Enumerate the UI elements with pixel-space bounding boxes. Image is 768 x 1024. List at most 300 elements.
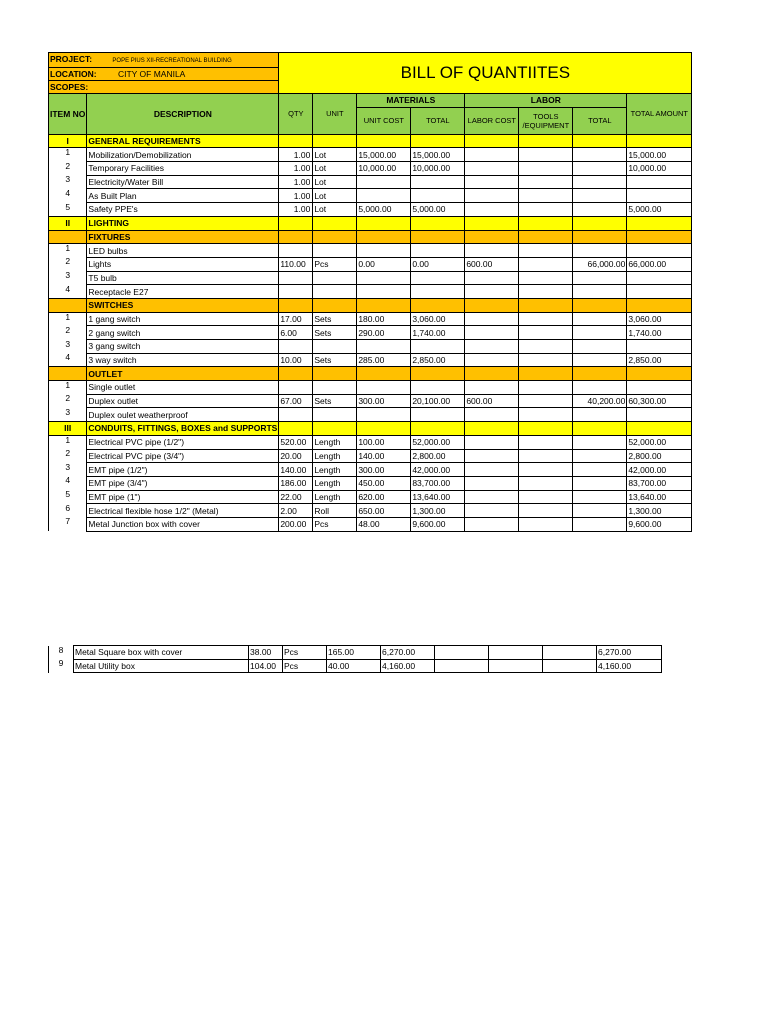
item-labor-total [573, 285, 627, 299]
section-number [49, 367, 87, 381]
table-row [49, 244, 692, 258]
item-unit-cost: 100.00 [357, 435, 411, 449]
item-material-total: 0.00 [411, 257, 465, 271]
item-unit: Lot [313, 189, 357, 203]
section-fill-cell [313, 134, 357, 148]
item-labor-cost: 600.00 [465, 394, 519, 408]
header-unit-cost: UNIT COST [357, 107, 411, 134]
item-total-amount: 13,640.00 [627, 490, 692, 504]
item-unit-cost: 5,000.00 [357, 203, 411, 217]
section-fill-cell [357, 367, 411, 381]
item-tools-equipment [519, 203, 573, 217]
item-description: Electrical PVC pipe (1/2") [87, 435, 279, 449]
item-qty: 1.00 [279, 203, 313, 217]
item-unit-cost: 650.00 [357, 504, 411, 518]
item-qty [279, 408, 313, 422]
item-unit [313, 381, 357, 395]
section-fill-cell [313, 216, 357, 230]
item-labor-cost [465, 162, 519, 176]
location-label: LOCATION: [50, 69, 97, 79]
section-label: GENERAL REQUIREMENTS [87, 134, 279, 148]
item-total-amount: 52,000.00 [627, 435, 692, 449]
item-total-amount: 2,800.00 [627, 449, 692, 463]
item-tools-equipment [519, 340, 573, 354]
item-labor-total [573, 408, 627, 422]
item-tools-equipment [519, 271, 573, 285]
section-label: FIXTURES [87, 230, 279, 244]
item-number: 5 [49, 203, 87, 217]
item-qty: 67.00 [279, 394, 313, 408]
item-number: 3 [49, 408, 87, 422]
table-row [49, 517, 692, 531]
item-tools-equipment [519, 285, 573, 299]
table-row [49, 659, 662, 673]
item-description: 2 gang switch [87, 326, 279, 340]
section-fill-cell [573, 422, 627, 436]
section-fill-cell [627, 367, 692, 381]
header-labor-cost: LABOR COST [465, 107, 519, 134]
section-fill-cell [573, 230, 627, 244]
item-total-amount: 83,700.00 [627, 476, 692, 490]
section-fill-cell [357, 216, 411, 230]
item-labor-cost [435, 659, 489, 673]
item-unit: Sets [313, 326, 357, 340]
section-number: III [49, 422, 87, 436]
item-description: As Built Plan [87, 189, 279, 203]
section-fill-cell [279, 298, 313, 312]
section-row [49, 134, 692, 148]
table-row [49, 340, 692, 354]
item-unit: Length [313, 476, 357, 490]
item-description: EMT pipe (1") [87, 490, 279, 504]
item-qty: 6.00 [279, 326, 313, 340]
item-tools-equipment [489, 659, 543, 673]
item-number: 4 [49, 189, 87, 203]
table-row [49, 394, 692, 408]
item-number: 1 [49, 244, 87, 258]
item-description: 3 gang switch [87, 340, 279, 354]
section-fill-cell [465, 367, 519, 381]
item-labor-total [573, 312, 627, 326]
section-fill-cell [465, 230, 519, 244]
header-unit: UNIT [313, 94, 357, 135]
item-unit-cost: 620.00 [357, 490, 411, 504]
item-tools-equipment [519, 312, 573, 326]
item-material-total [411, 340, 465, 354]
item-total-amount [627, 340, 692, 354]
section-fill-cell [519, 216, 573, 230]
item-unit-cost [357, 408, 411, 422]
item-qty [279, 381, 313, 395]
item-number: 1 [49, 381, 87, 395]
item-unit: Length [313, 490, 357, 504]
item-qty: 2.00 [279, 504, 313, 518]
section-fill-cell [519, 422, 573, 436]
item-unit-cost: 0.00 [357, 257, 411, 271]
section-fill-cell [313, 367, 357, 381]
item-labor-cost [465, 517, 519, 531]
item-labor-cost [465, 476, 519, 490]
item-tools-equipment [519, 504, 573, 518]
item-number: 7 [49, 517, 87, 531]
table-row [49, 285, 692, 299]
item-labor-total [573, 490, 627, 504]
section-row [49, 298, 692, 312]
boq-sheet-continued [48, 645, 662, 673]
item-unit: Lot [313, 203, 357, 217]
section-fill-cell [465, 134, 519, 148]
boq-sheet [48, 52, 692, 532]
item-qty: 140.00 [279, 463, 313, 477]
table-row [49, 463, 692, 477]
item-labor-total [573, 381, 627, 395]
item-total-amount [627, 244, 692, 258]
table-row [49, 646, 662, 660]
item-qty [279, 271, 313, 285]
item-description: Single outlet [87, 381, 279, 395]
section-fill-cell [627, 298, 692, 312]
item-material-total [411, 244, 465, 258]
item-labor-total [573, 271, 627, 285]
item-material-total: 1,300.00 [411, 504, 465, 518]
table-row [49, 148, 692, 162]
item-labor-total [573, 435, 627, 449]
item-material-total: 10,000.00 [411, 162, 465, 176]
item-unit-cost: 10,000.00 [357, 162, 411, 176]
section-fill-cell [411, 422, 465, 436]
item-description: Duplex outlet [87, 394, 279, 408]
section-fill-cell [357, 422, 411, 436]
item-total-amount: 9,600.00 [627, 517, 692, 531]
section-row [49, 216, 692, 230]
item-number: 2 [49, 326, 87, 340]
item-labor-cost [465, 449, 519, 463]
item-labor-total [573, 189, 627, 203]
item-description: Mobilization/Demobilization [87, 148, 279, 162]
project-row [49, 53, 279, 68]
item-number: 8 [49, 646, 74, 660]
item-description: 1 gang switch [87, 312, 279, 326]
table-row [49, 476, 692, 490]
item-tools-equipment [519, 257, 573, 271]
item-unit-cost: 48.00 [357, 517, 411, 531]
item-tools-equipment [519, 449, 573, 463]
item-tools-equipment [519, 490, 573, 504]
section-fill-cell [519, 134, 573, 148]
item-number: 1 [49, 148, 87, 162]
item-qty [279, 285, 313, 299]
table-row [49, 271, 692, 285]
section-fill-cell [279, 422, 313, 436]
section-fill-cell [519, 230, 573, 244]
item-number: 4 [49, 285, 87, 299]
item-description: Duplex oulet weatherproof [87, 408, 279, 422]
item-tools-equipment [519, 244, 573, 258]
item-labor-total [573, 244, 627, 258]
item-labor-cost [465, 504, 519, 518]
item-material-total: 2,800.00 [411, 449, 465, 463]
item-unit: Sets [313, 353, 357, 367]
item-labor-cost: 600.00 [465, 257, 519, 271]
item-tools-equipment [519, 189, 573, 203]
item-material-total [411, 381, 465, 395]
section-fill-cell [279, 216, 313, 230]
item-qty: 200.00 [279, 517, 313, 531]
item-number: 3 [49, 463, 87, 477]
item-material-total: 15,000.00 [411, 148, 465, 162]
item-total-amount: 4,160.00 [597, 659, 662, 673]
item-labor-total [573, 148, 627, 162]
item-unit-cost [357, 175, 411, 189]
section-label: CONDUITS, FITTINGS, BOXES and SUPPORTS [88, 423, 278, 434]
table-row [49, 504, 692, 518]
item-description: Safety PPE's [87, 203, 279, 217]
section-fill-cell [357, 230, 411, 244]
item-total-amount: 66,000.00 [627, 257, 692, 271]
header-qty: QTY [279, 94, 313, 135]
section-fill-cell [573, 298, 627, 312]
item-material-total: 4,160.00 [381, 659, 435, 673]
item-unit [313, 244, 357, 258]
section-fill-cell [411, 367, 465, 381]
header-tools-equipment: TOOLS /EQUIPMENT [519, 107, 573, 134]
item-description: EMT pipe (1/2") [87, 463, 279, 477]
section-fill-cell [411, 230, 465, 244]
item-unit: Length [313, 435, 357, 449]
item-labor-cost [465, 381, 519, 395]
item-unit: Lot [313, 175, 357, 189]
table-row [49, 162, 692, 176]
item-description: Metal Utility box [74, 659, 249, 673]
item-qty [279, 244, 313, 258]
item-unit-cost: 450.00 [357, 476, 411, 490]
item-tools-equipment [519, 162, 573, 176]
section-row [49, 422, 692, 436]
item-material-total: 5,000.00 [411, 203, 465, 217]
item-material-total: 1,740.00 [411, 326, 465, 340]
item-number: 2 [49, 449, 87, 463]
item-qty: 110.00 [279, 257, 313, 271]
item-labor-total [573, 449, 627, 463]
header-total-amount: TOTAL AMOUNT [627, 94, 692, 135]
item-unit: Lot [313, 162, 357, 176]
scopes-row [49, 81, 279, 94]
section-fill-cell [627, 216, 692, 230]
item-material-total: 13,640.00 [411, 490, 465, 504]
item-unit-cost: 300.00 [357, 463, 411, 477]
section-fill-cell [465, 298, 519, 312]
item-unit: Length [313, 449, 357, 463]
project-value: POPE PIUS XII-RECREATIONAL BUILDING [112, 58, 232, 64]
section-fill-cell [313, 298, 357, 312]
item-unit-cost [357, 381, 411, 395]
section-fill-cell [573, 134, 627, 148]
section-label: SWITCHES [87, 298, 279, 312]
section-fill-cell [573, 216, 627, 230]
project-label: PROJECT: [50, 54, 93, 64]
item-qty [279, 340, 313, 354]
item-tools-equipment [519, 148, 573, 162]
table-row [49, 312, 692, 326]
item-unit: Sets [313, 312, 357, 326]
item-labor-cost [465, 490, 519, 504]
item-unit-cost: 285.00 [357, 353, 411, 367]
section-fill-cell [411, 298, 465, 312]
item-tools-equipment [519, 381, 573, 395]
location-row [49, 68, 279, 81]
table-row [49, 175, 692, 189]
table-row [49, 381, 692, 395]
item-tools-equipment [519, 326, 573, 340]
item-unit: Length [313, 463, 357, 477]
item-unit-cost: 15,000.00 [357, 148, 411, 162]
section-fill-cell [627, 422, 692, 436]
item-qty: 10.00 [279, 353, 313, 367]
item-unit-cost: 40.00 [327, 659, 381, 673]
section-fill-cell [411, 216, 465, 230]
item-tools-equipment [519, 517, 573, 531]
section-number [49, 298, 87, 312]
item-number: 6 [49, 504, 87, 518]
section-fill-cell [519, 367, 573, 381]
item-material-total: 2,850.00 [411, 353, 465, 367]
section-label: LIGHTING [87, 216, 279, 230]
item-total-amount: 6,270.00 [597, 646, 662, 660]
item-number: 4 [49, 353, 87, 367]
item-material-total [411, 189, 465, 203]
item-total-amount: 60,300.00 [627, 394, 692, 408]
table-row [49, 435, 692, 449]
item-labor-total [573, 504, 627, 518]
item-unit-cost [357, 271, 411, 285]
item-total-amount [627, 381, 692, 395]
item-number: 2 [49, 394, 87, 408]
table-row [49, 326, 692, 340]
item-total-amount: 1,300.00 [627, 504, 692, 518]
item-qty: 186.00 [279, 476, 313, 490]
page-title: BILL OF QUANTIITES [279, 53, 692, 94]
item-labor-cost [465, 353, 519, 367]
item-unit [313, 408, 357, 422]
item-material-total [411, 175, 465, 189]
item-labor-cost [465, 148, 519, 162]
item-labor-total [543, 659, 597, 673]
table-row [49, 490, 692, 504]
item-number: 2 [49, 162, 87, 176]
section-fill-cell [627, 230, 692, 244]
section-row [49, 230, 692, 244]
item-qty: 1.00 [279, 148, 313, 162]
item-total-amount: 42,000.00 [627, 463, 692, 477]
item-qty: 20.00 [279, 449, 313, 463]
header-materials: MATERIALS [357, 94, 465, 108]
item-number: 3 [49, 175, 87, 189]
item-tools-equipment [519, 353, 573, 367]
item-total-amount [627, 189, 692, 203]
section-number: I [49, 134, 87, 148]
item-qty: 104.00 [249, 659, 283, 673]
item-qty: 17.00 [279, 312, 313, 326]
item-qty: 1.00 [279, 189, 313, 203]
item-description: Electrical PVC pipe (3/4") [87, 449, 279, 463]
item-material-total: 83,700.00 [411, 476, 465, 490]
item-unit-cost [357, 244, 411, 258]
table-row [49, 353, 692, 367]
item-number: 5 [49, 490, 87, 504]
item-unit: Lot [313, 148, 357, 162]
item-qty: 1.00 [279, 175, 313, 189]
item-number: 3 [49, 340, 87, 354]
item-labor-cost [465, 271, 519, 285]
item-description: Temporary Facilities [87, 162, 279, 176]
item-description: Electrical flexible hose 1/2" (Metal) [87, 504, 279, 518]
item-labor-total [573, 353, 627, 367]
item-qty: 1.00 [279, 162, 313, 176]
item-qty: 38.00 [249, 646, 283, 660]
item-labor-cost [435, 646, 489, 660]
item-labor-cost [465, 244, 519, 258]
item-total-amount: 2,850.00 [627, 353, 692, 367]
item-unit-cost [357, 340, 411, 354]
section-fill-cell [279, 230, 313, 244]
header-item-no: ITEM NO [49, 94, 87, 135]
item-number: 2 [49, 257, 87, 271]
item-tools-equipment [519, 463, 573, 477]
item-labor-cost [465, 340, 519, 354]
item-labor-total [573, 476, 627, 490]
item-tools-equipment [519, 435, 573, 449]
item-total-amount [627, 271, 692, 285]
item-labor-total [573, 340, 627, 354]
item-labor-cost [465, 175, 519, 189]
item-material-total [411, 408, 465, 422]
item-total-amount: 1,740.00 [627, 326, 692, 340]
item-material-total: 52,000.00 [411, 435, 465, 449]
item-description: Lights [87, 257, 279, 271]
section-row [49, 367, 692, 381]
section-fill-cell [279, 367, 313, 381]
item-unit-cost [357, 189, 411, 203]
item-labor-total: 40,200.00 [573, 394, 627, 408]
item-tools-equipment [519, 394, 573, 408]
item-total-amount: 5,000.00 [627, 203, 692, 217]
item-material-total [411, 285, 465, 299]
item-unit-cost: 300.00 [357, 394, 411, 408]
boq-table-continued [48, 645, 662, 673]
item-total-amount [627, 285, 692, 299]
item-labor-cost [465, 463, 519, 477]
table-row [49, 408, 692, 422]
item-labor-cost [465, 285, 519, 299]
section-fill-cell [411, 134, 465, 148]
item-number: 4 [49, 476, 87, 490]
item-tools-equipment [519, 408, 573, 422]
table-row [49, 203, 692, 217]
scopes-label: SCOPES: [50, 82, 89, 92]
item-labor-cost [465, 326, 519, 340]
item-tools-equipment [519, 476, 573, 490]
location-value: CITY OF MANILA [117, 69, 186, 79]
item-number: 3 [49, 271, 87, 285]
item-unit [313, 285, 357, 299]
item-labor-cost [465, 435, 519, 449]
section-fill-cell [357, 134, 411, 148]
section-fill-cell [465, 422, 519, 436]
item-labor-total [543, 646, 597, 660]
item-labor-total [573, 326, 627, 340]
item-unit-cost: 290.00 [357, 326, 411, 340]
item-material-total: 3,060.00 [411, 312, 465, 326]
